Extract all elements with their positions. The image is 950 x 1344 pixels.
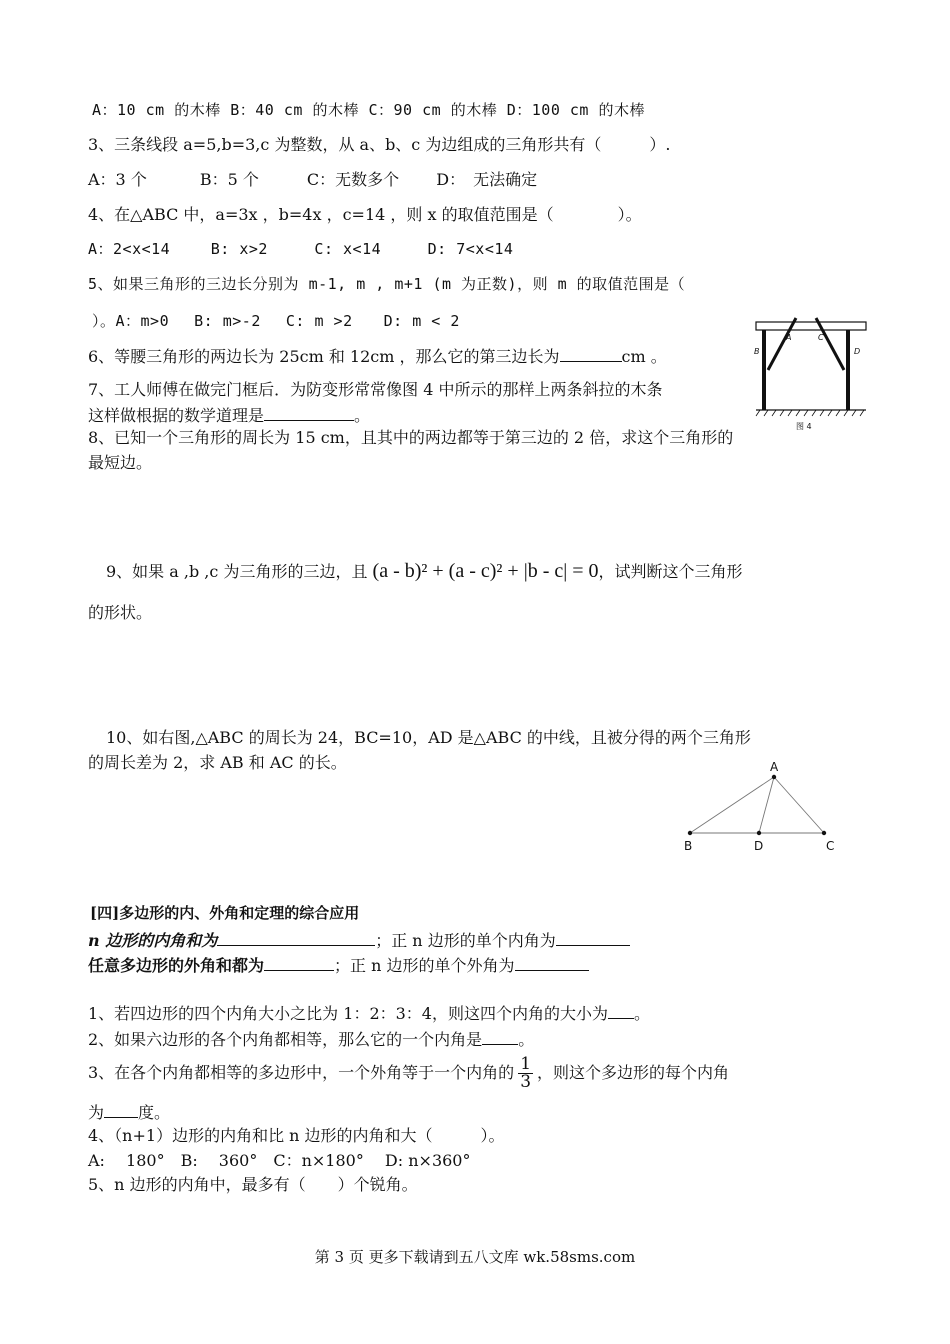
p3-line2-text: 为 <box>88 1103 105 1122</box>
q3-options: A：3 个 B：5 个 C：无数多个 D： 无法确定 <box>88 170 538 189</box>
label-a: A <box>770 760 779 774</box>
p3-after: ，则这个多边形的每个内角 <box>537 1063 730 1082</box>
triangle-abc-figure <box>676 755 836 855</box>
section4-l2a: 任意多边形的外角和都为 <box>88 956 265 975</box>
p3-before: 3、在各个内角都相等的多边形中，一个外角等于一个内角的 <box>88 1063 515 1082</box>
section4-title: [四]多边形的内、外角和定理的综合应用 <box>90 904 360 922</box>
label-d: D <box>754 839 764 853</box>
single-exterior-blank <box>515 954 589 971</box>
p1-end: 。 <box>634 1004 651 1023</box>
q5-line2: ）。A：m>0 B: m>-2 C: m >2 D: m < 2 <box>92 312 460 330</box>
p3-blank <box>104 1101 138 1118</box>
q6-text <box>88 345 667 367</box>
q7-line1: 7、工人师傅在做完门框后．为防变形常常像图 4 中所示的那样上两条斜拉的木条 <box>88 380 663 399</box>
q7-line2-end: 。 <box>354 406 371 425</box>
p3-line2 <box>88 1101 170 1123</box>
label-b: B <box>684 839 693 853</box>
section4-line2 <box>88 954 589 976</box>
section4-line1 <box>88 929 630 951</box>
q6-after: cm 。 <box>621 347 667 366</box>
p2-blank <box>482 1028 518 1045</box>
q3-text: 3、三条线段 a=5,b=3,c 为整数，从 a、b、c 为边组成的三角形共有（ ）. <box>88 135 671 154</box>
door-label-b: B <box>754 347 760 356</box>
vertex-a <box>772 775 776 779</box>
section4-l1a: n 边形的内角和为 <box>88 931 218 950</box>
section4-l2b: ；正 n 边形的单个外角为 <box>334 956 515 975</box>
p1-text: 1、若四边形的四个内角大小之比为 1：2：3：4，则这四个内角的大小为 <box>88 1004 608 1023</box>
p3-line1 <box>88 1053 729 1093</box>
p5-text: 5、n 边形的内角中，最多有（ ）个锐角。 <box>88 1175 418 1194</box>
p2-end: 。 <box>518 1030 535 1049</box>
label-c: C <box>826 839 835 853</box>
door-label-a: A <box>786 333 792 342</box>
page-footer: 第 3 页 更多下载请到五八文库 wk.58sms.com <box>314 1248 636 1266</box>
q2-options: A：10 cm 的木棒 B：40 cm 的木棒 C：90 cm 的木棒 D：100 cm 的木棒 <box>92 101 645 119</box>
q8-line2: 最短边。 <box>88 453 153 472</box>
q10-line1: 10、如右图,△ABC 的周长为 24，BC=10，AD 是△ABC 的中线，且被分得的两个三角形 <box>106 728 751 747</box>
q8-line1: 8、已知一个三角形的周长为 15 cm，且其中的两边都等于第三边的 2 倍，求这个三角形的 <box>88 428 734 447</box>
q7-line2 <box>88 404 370 426</box>
q6-before: 6、等腰三角形的两边长为 25cm 和 12cm ，那么它的第三边长为 <box>88 347 560 366</box>
vertex-c <box>822 831 826 835</box>
interior-sum-blank <box>217 929 375 946</box>
door-frame-figure <box>752 312 872 432</box>
p3-line2-end: 度。 <box>138 1103 171 1122</box>
q4-options: A：2<x<14 B: x>2 C: x<14 D: 7<x<14 <box>88 240 514 258</box>
single-interior-blank <box>556 929 630 946</box>
q9-line1 <box>106 558 743 585</box>
q7-blank <box>264 404 354 421</box>
q9-after: ，试判断这个三角形 <box>598 562 743 581</box>
p2-text: 2、如果六边形的各个内角都相等，那么它的一个内角是 <box>88 1030 483 1049</box>
p4-text: 4、（n+1）边形的内角和比 n 边形的内角和大（ ）。 <box>88 1126 505 1145</box>
q7-line2-text: 这样做根据的数学道理是 <box>88 406 265 425</box>
p2 <box>88 1028 534 1050</box>
door-label-d: D <box>854 347 861 356</box>
q9-formula: (a - b)² + (a - c)² + |b - c| = 0 <box>372 560 599 582</box>
p1 <box>88 1002 650 1024</box>
q6-blank <box>560 345 622 362</box>
vertex-b <box>688 831 692 835</box>
exterior-sum-blank <box>264 954 334 971</box>
p1-blank <box>608 1002 634 1019</box>
door-caption: 图 4 <box>796 422 812 431</box>
fraction-one-third: $\frac{1}{3}$ <box>520 1054 532 1092</box>
q9-line2: 的形状。 <box>88 603 153 622</box>
q4-text: 4、在△ABC 中，a=3x ，b=4x ，c=14 ，则 x 的取值范围是（ ）。 <box>88 205 642 224</box>
vertex-d <box>757 831 761 835</box>
q10-line2: 的周长差为 2，求 AB 和 AC 的长。 <box>88 753 347 772</box>
q9-before: 9、如果 a ,b ,c 为三角形的三边，且 <box>106 562 368 581</box>
section4-l1b: ；正 n 边形的单个内角为 <box>375 931 556 950</box>
door-label-c: C <box>818 333 824 342</box>
q5-line1: 5、如果三角形的三边长分别为 m-1, m , m+1 (m 为正数)，则 m 的取值范围是（ <box>88 275 686 293</box>
p4-options: A: 180° B: 360° C：n×180° D: n×360° <box>88 1151 471 1170</box>
